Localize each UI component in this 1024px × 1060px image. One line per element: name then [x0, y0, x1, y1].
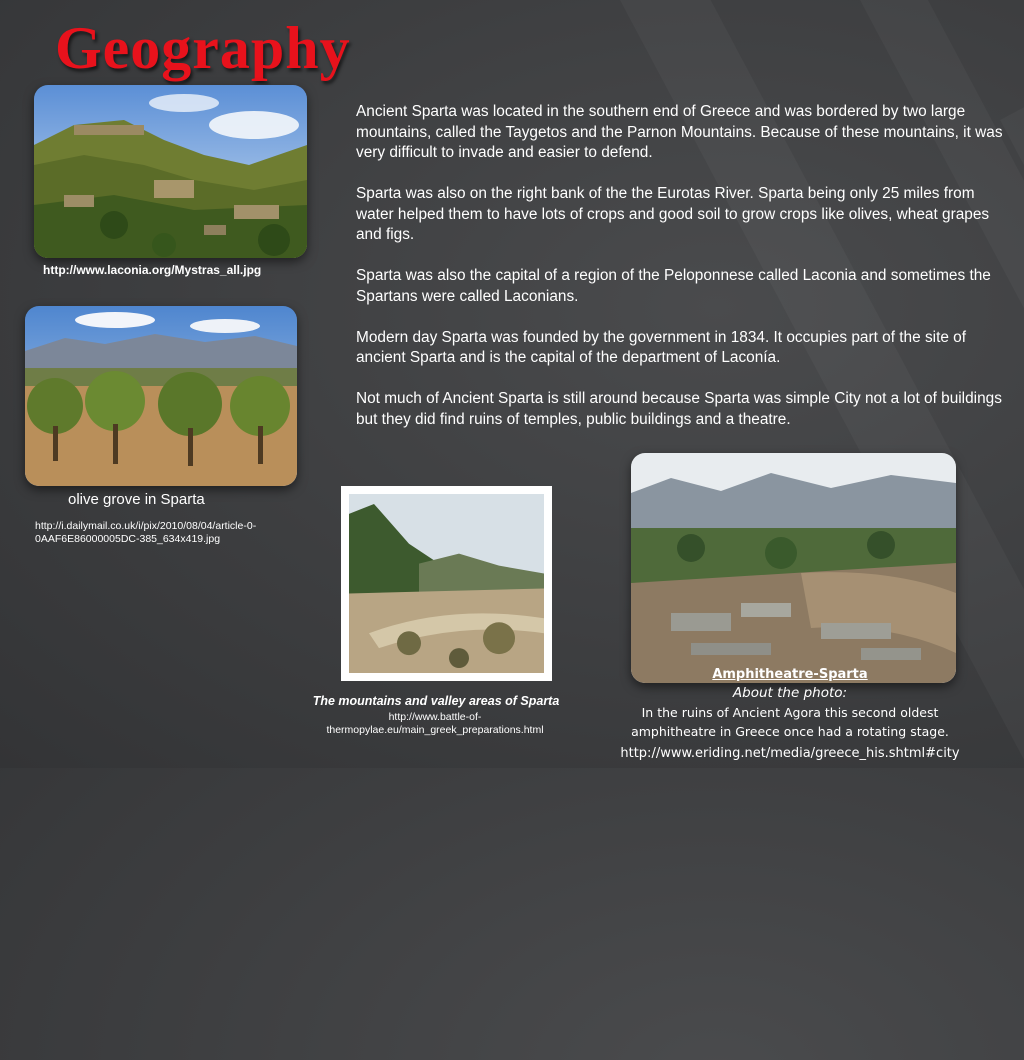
- valley-source-link[interactable]: http://www.battle-of-thermopylae.eu/main_greek_preparations.html: [326, 711, 544, 736]
- mystras-photo: [34, 85, 307, 258]
- paragraph-modern-sparta: Modern day Sparta was founded by the government in 1834. It occupies part of the site of ancient Sparta and is the capital of the department of Laconía.: [356, 328, 967, 366]
- amphitheatre-photo: [631, 453, 956, 683]
- amphitheatre-caption: Amphitheatre-Sparta: [712, 667, 868, 682]
- about-photo-line-2: amphitheatre in Greece once had a rotating stage.: [631, 724, 949, 739]
- paragraph-river: Sparta was also on the right bank of the the Eurotas River. Sparta being only 25 miles from water helped them to have lots of crops and good soil to grow crops like olives, wheat grapes and figs.: [356, 185, 990, 243]
- paragraph-location: Ancient Sparta was located in the southern end of Greece and was bordered by two large mountains, called the Taygetos and the Parnon Mountains. Because of these mountains, it was very difficult to invade and easier to defend.: [356, 103, 1003, 161]
- paragraph-ruins: Not much of Ancient Sparta is still around because Sparta was simple City not a lot of buildings but they did find ruins of temples, public buildings and a theatre.: [356, 390, 1002, 428]
- olive-grove-photo: [25, 306, 297, 486]
- mystras-source-link[interactable]: http://www.laconia.org/Mystras_all.jpg: [43, 263, 262, 277]
- body-text: [356, 102, 1016, 451]
- slide-title: Geography: [55, 15, 351, 81]
- olive-grove-caption: olive grove in Sparta: [68, 491, 205, 508]
- about-photo-label: About the photo:: [732, 685, 848, 701]
- about-photo-line-1: In the ruins of Ancient Agora this second oldest: [641, 705, 939, 720]
- olive-grove-source-link[interactable]: http://i.dailymail.co.uk/i/pix/2010/08/04/article-0-0AAF6E86000005DC-385_634x419.jpg: [35, 520, 257, 545]
- amphitheatre-source-link[interactable]: http://www.eriding.net/media/greece_his.shtml#city: [620, 746, 960, 761]
- paragraph-laconia: Sparta was also the capital of a region of the Peloponnese called Laconia and sometimes the Spartans were called Laconians.: [356, 267, 991, 305]
- valley-photo-frame: [341, 486, 552, 681]
- valley-caption: The mountains and valley areas of Sparta: [312, 694, 560, 708]
